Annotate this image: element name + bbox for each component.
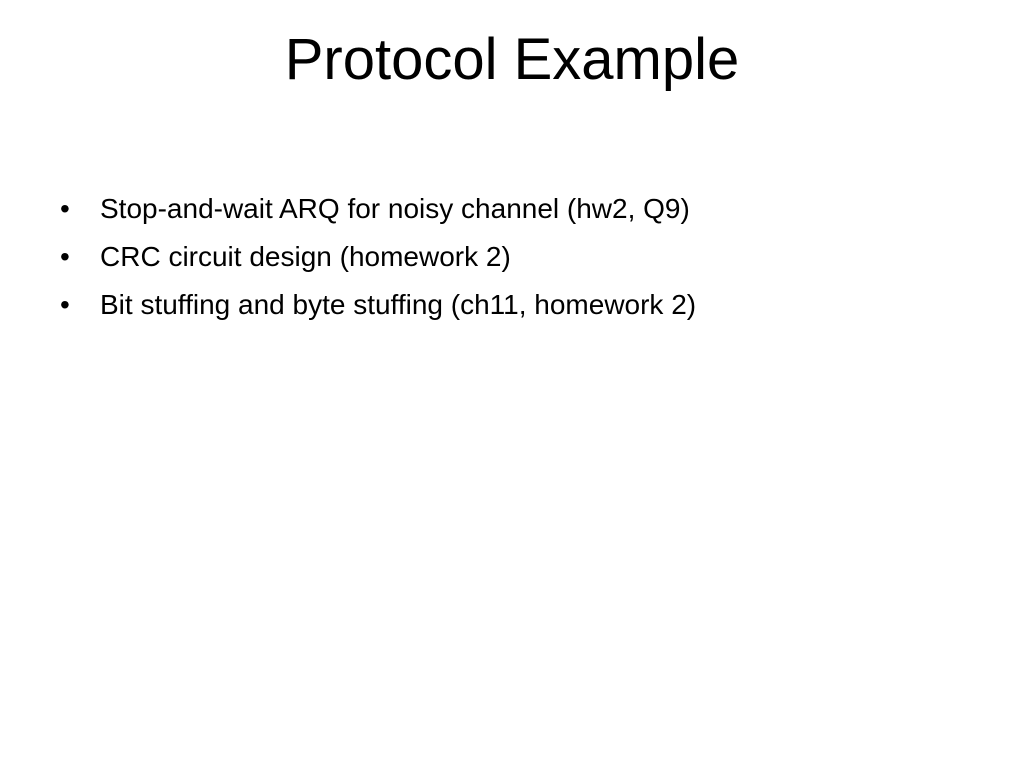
list-item: [56, 281, 696, 329]
bullet-icon: •: [60, 241, 70, 272]
bullet-text: Stop-and-wait ARQ for noisy channel (hw2, Q9): [100, 193, 690, 224]
slide-title: Protocol Example: [284, 27, 740, 92]
bullet-text: CRC circuit design (homework 2): [100, 241, 511, 272]
list-item: [56, 185, 696, 233]
bullet-text: Bit stuffing and byte stuffing (ch11, homework 2): [100, 289, 697, 320]
bullet-icon: •: [60, 193, 70, 224]
list-item: [56, 233, 696, 281]
bullet-icon: •: [60, 289, 70, 320]
bullet-list: [56, 185, 696, 329]
